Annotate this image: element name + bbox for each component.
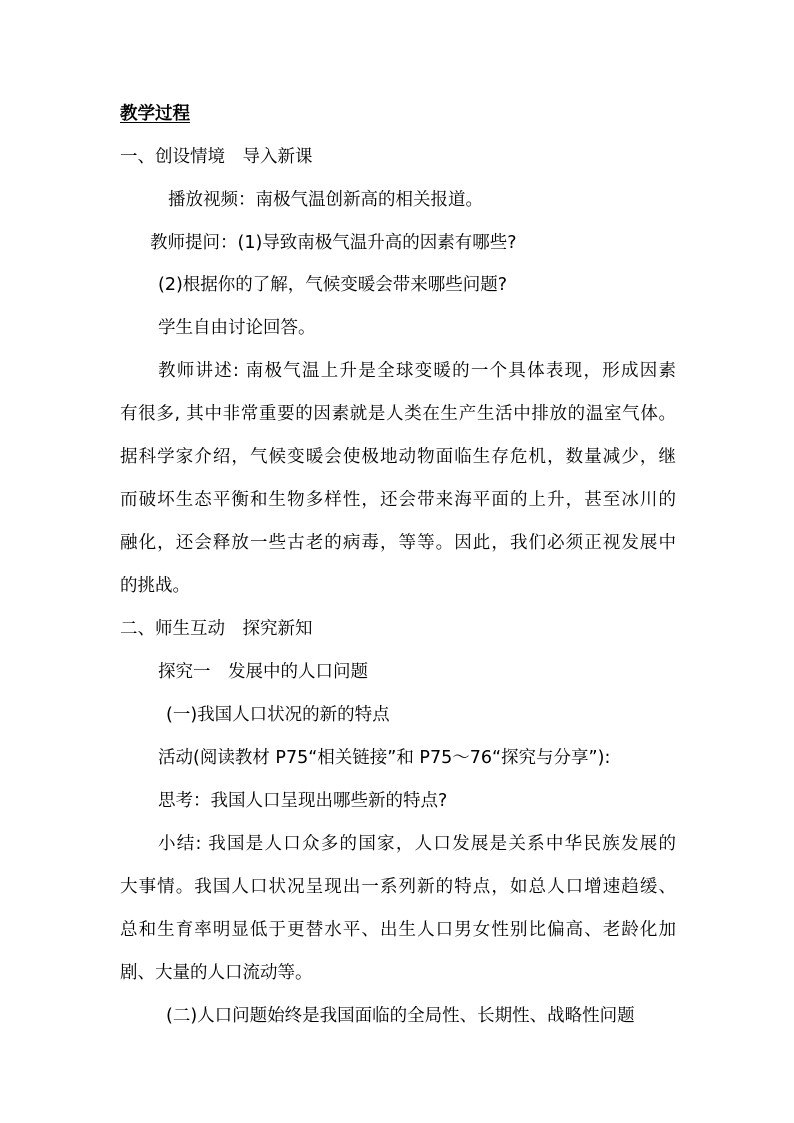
paragraph-line: 而破坏生态平衡和生物多样性，还会带来海平面的上升，甚至冰川的 [120,490,676,510]
paragraph-line: 大事情。我国人口状况呈现出一系列新的特点，如总人口增速趋缓、 [120,877,676,897]
heading-part-one: 一、创设情境 导入新课 [120,147,313,167]
paragraph-line: 融化，还会释放一些古老的病毒，等等。因此，我们必须正视发展中 [120,533,676,553]
paragraph-line: 小结: 我国是人口众多的国家，人口发展是关系中华民族发展的 [158,834,676,854]
paragraph-line: 的挑战。 [120,576,190,596]
subheading-item-two: (二)人口问题始终是我国面临的全局性、长期性、战略性问题 [166,1006,635,1026]
subheading-item-one: (一)我国人口状况的新的特点 [166,705,390,725]
subheading-inquiry-one: 探究一 发展中的人口问题 [158,662,368,682]
paragraph-line: 思考：我国人口呈现出哪些新的特点? [158,791,448,811]
paragraph-line: 有很多, 其中非常重要的因素就是人类在生产生活中排放的温室气体。 [120,404,676,424]
paragraph-line: 总和生育率明显低于更替水平、出生人口男女性别比偏高、老龄化加 [120,920,676,940]
paragraph-line: 据科学家介绍，气候变暖会使极地动物面临生存危机，数量减少，继 [120,447,676,467]
paragraph-line: 教师提问：(1)导致南极气温升高的因素有哪些? [150,233,517,253]
paragraph-line: (2)根据你的了解，气候变暖会带来哪些问题? [158,275,508,295]
heading-part-two: 二、师生互动 探究新知 [120,619,313,639]
paragraph-line: 活动(阅读教材 P75“相关链接”和 P75～76“探究与分享”): [158,748,611,768]
paragraph-line: 剧、大量的人口流动等。 [120,963,313,983]
section-title: 教学过程 [120,104,190,124]
paragraph-line: 播放视频：南极气温创新高的相关报道。 [168,190,483,210]
paragraph-line: 学生自由讨论回答。 [158,318,316,338]
paragraph-line: 教师讲述: 南极气温上升是全球变暖的一个具体表现，形成因素 [158,361,676,381]
